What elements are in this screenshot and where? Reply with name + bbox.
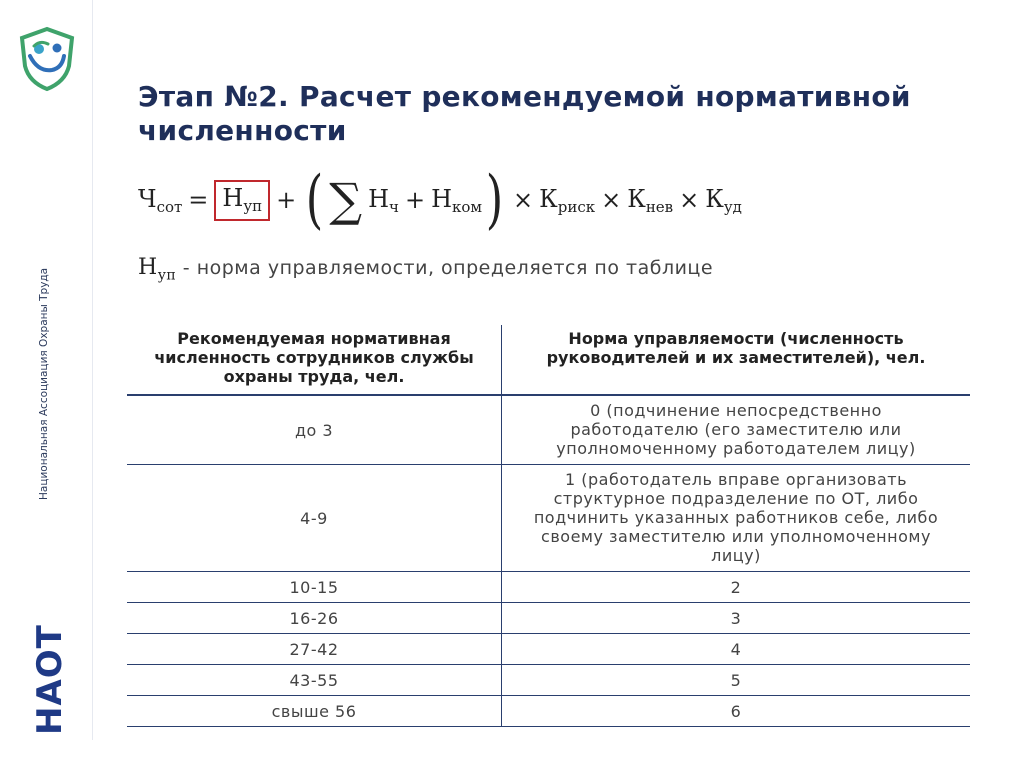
formula-equals: = [188,186,209,214]
cell-range: свыше 56 [127,696,502,727]
table-row [127,603,970,634]
cell-range: 10-15 [127,572,502,603]
sidebar [0,0,93,740]
column-header-staff-count: Рекомендуемая нормативная численность сотрудников службы охраны труда, чел. [127,325,502,395]
table-row [127,696,970,727]
close-paren-icon: ) [485,163,504,237]
formula-times-3: × [679,186,700,214]
cell-norm: 3 [502,603,971,634]
formula-k-nev: $К_{нев}$ [627,184,674,216]
cell-norm: 2 [502,572,971,603]
formula-k-risk: $К_{риск}$ [539,184,596,216]
table-row [127,395,970,465]
table-row [127,665,970,696]
controllability-norm-table [127,325,970,727]
cell-norm: 4 [502,634,971,665]
table-header-row [127,325,970,395]
open-paren-icon: ( [306,163,324,237]
cell-range: 16-26 [127,603,502,634]
brand-logo-text: НАОТ [30,624,70,735]
description-symbol: $Н_{уп}$ [138,255,177,284]
formula-times-2: × [601,186,622,214]
n-up-description [138,255,713,283]
formula-plus: + [276,186,297,214]
formula-k-ud: $К_{уд}$ [705,184,742,216]
formula-times: × [513,186,534,214]
cell-range: 27-42 [127,634,502,665]
cell-norm: 5 [502,665,971,696]
organization-name: Национальная Ассоциация Охраны Труда [38,267,50,500]
shield-logo-icon [18,26,76,92]
table-row [127,572,970,603]
formula-n-kom: $Н_{ком}$ [431,184,483,216]
description-text: - норма управляемости, определяется по таблице [176,257,714,279]
cell-norm: 0 (подчинение непосредственно работодателю (его заместителю или уполномоченному работодателем лицу) [556,401,916,458]
formula [138,160,742,240]
cell-range: 4-9 [127,465,502,572]
slide-title: Этап №2. Расчет рекомендуемой нормативной численности [138,80,911,147]
cell-norm: 6 [502,696,971,727]
table-row [127,465,970,572]
cell-norm: 1 (работодатель вправе организовать структурное подразделение по ОТ, либо подчинить указанных работников себе, либо своему заместителю или уполномоченному лицу) [502,465,971,572]
sum-sigma-icon: ∑ [329,173,363,227]
column-header-norm: Норма управляемости (численность руководителей и их заместителей), чел. [502,325,971,395]
cell-range: 43-55 [127,665,502,696]
cell-range: до 3 [127,395,502,465]
formula-plus-2: + [404,186,426,214]
formula-lhs: $Ч_{сот}$ [138,184,183,216]
formula-n-up-highlighted: $Н_{уп}$ [214,180,270,221]
table-row [127,634,970,665]
formula-n-ch: $Н_ч$ [368,184,399,216]
